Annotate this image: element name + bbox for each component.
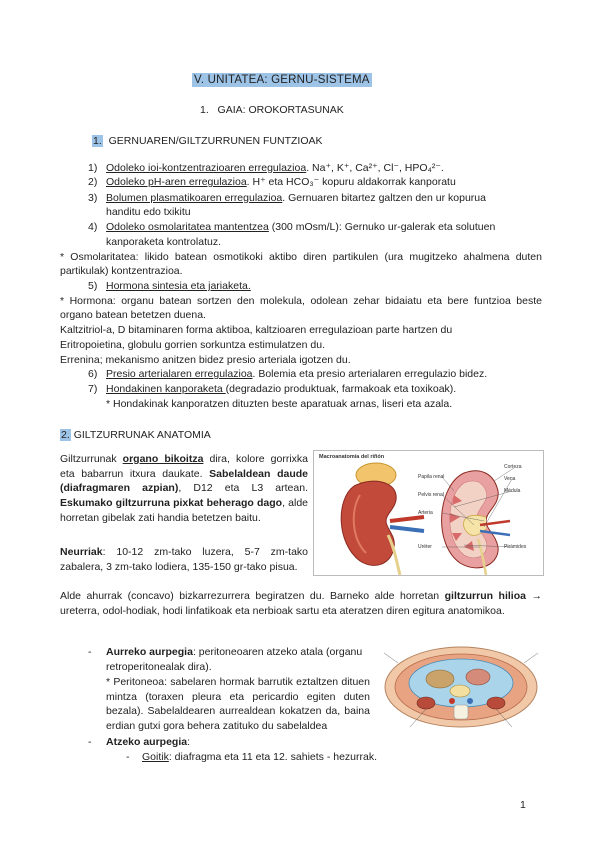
neurriak-paragraph: Neurriak: 10-12 zm-tako luzera, 5-7 zm-tako zabalera, 3 zm-tako lodiera, 135-150 gr-tako pisua. bbox=[60, 546, 308, 573]
errenina-note: Errenina; mekanismo anitzen bidez presio arteriala igotzen du. bbox=[60, 354, 351, 366]
function-item-3-cont: handitu edo txikitu bbox=[106, 206, 191, 218]
kidney-anatomy-figure bbox=[313, 450, 544, 576]
vertebra-icon bbox=[454, 705, 468, 719]
label-vena: Vena bbox=[504, 476, 516, 482]
label-corteza: Corteza bbox=[504, 464, 522, 470]
kaltzitriol-note: Kaltzitriol-a, D bitaminaren forma aktiboa, kaltzioaren erregulazioan parte hartzen du bbox=[60, 324, 453, 336]
goitik-item: Goitik: diafragma eta 11 eta 12. sahiets - hezurrak. bbox=[142, 751, 378, 763]
function-item-3: 3) Bolumen plasmatikoaren erregulazioa. Gernuaren bitartez galtzen den ur kopurua bbox=[88, 192, 486, 204]
right-kidney-icon bbox=[487, 697, 505, 709]
label-piramides: Pirámides bbox=[504, 544, 527, 550]
hondakin-note: * Hondakinak kanporatzen dituzten beste aparatuak arnas, liseri eta azala. bbox=[106, 398, 453, 410]
figure-heading: Macroanatomía del riñón bbox=[319, 454, 385, 460]
bullet-dash-1: - bbox=[88, 646, 92, 658]
section2-heading: 2. GILTZURRUNAK ANATOMIA bbox=[61, 429, 211, 441]
peritoneoa-note: * Peritoneoa: sabelaren hormak barrutik eztaltzen dituen mintza (toraxen pleura eta pericardio egiten duten bezala). Sabelaldearen aurrealdean kokatzen da, baina erdian gutxi gora behera zatituko du sabelaldea bbox=[106, 676, 370, 733]
abdominal-cross-section-figure bbox=[380, 643, 542, 733]
abdomen-section-illustration bbox=[380, 643, 542, 733]
anatomy-paragraph: Giltzurrunak organo bikoitza dira, kolore gorrixka eta babarrun itxura daukate. Sabelaldean daude (diafragmaren azpian), D12 eta L3 artean. Eskumako giltzurruna pixkat beherago dago, alde horretan gibelak zati handia betetzen baitu. bbox=[60, 453, 308, 524]
bullet-dash-3: - bbox=[126, 751, 130, 763]
eritropoietina-note: Eritropoietina, globulu gorrien sorkuntza estimulatzen du. bbox=[60, 339, 325, 351]
function-item-6: 6) Presio arterialaren erregulazioa. Bolemia eta presio arterialaren erregulazio bidez. bbox=[88, 368, 488, 380]
left-kidney-icon bbox=[417, 697, 435, 709]
kidney-exterior-icon bbox=[341, 481, 396, 565]
hormona-note: * Hormona: organu batean sortzen den molekula, odolean zehar bidaiatu eta bere funtzioa beste organo batean betetzen duena. bbox=[60, 295, 542, 321]
function-item-7: 7) Hondakinen kanporaketa (degradazio produktuak, farmakoak eta toxikoak). bbox=[88, 383, 457, 395]
function-item-5: 5) Hormona sintesia eta jariaketa. bbox=[88, 280, 251, 292]
aurreko-aurpegia: Aurreko aurpegia: peritoneoaren atzeko atala (organu retroperitonealak dira). bbox=[106, 646, 363, 673]
label-pelvis: Pelvis renal bbox=[418, 492, 444, 498]
osmolaritatea-note: * Osmolaritatea: likido batean osmotikoki aktibo diren partikulen (ura mugitzeko ahalmena duten partikulak) kontzentrazioa. bbox=[60, 251, 542, 277]
label-medula: Médula bbox=[504, 488, 521, 494]
function-item-2: 2) Odoleko pH-aren erregulazioa. H⁺ eta HCO₃⁻ kopuru aldakorrak kanporatu bbox=[88, 176, 456, 188]
hilioa-paragraph: Alde ahurrak (concavo) bizkarrezurrera begiratzen du. Barneko alde horretan giltzurrun hilioa → ureterra, odol-hodiak, hodi linfatikoak eta nerbioak sartu eta ateratzen diren egitura anatomikoa. bbox=[60, 590, 542, 617]
section1-heading: 1. GERNUAREN/GILTZURRUNEN FUNTZIOAK bbox=[93, 135, 323, 147]
function-item-4-cont: kanporaketa kontrolatuz. bbox=[106, 236, 221, 248]
atzeko-aurpegia: Atzeko aurpegia: bbox=[106, 736, 191, 748]
label-arteria: Arteria bbox=[418, 510, 433, 516]
label-papila: Papila renal bbox=[418, 474, 445, 480]
function-item-4: 4) Odoleko osmolaritatea mantentzea (300 mOsm/L): Gernuko ur-galerak eta solutuen bbox=[88, 221, 496, 233]
page-number: 1 bbox=[520, 799, 526, 811]
subtitle: 1. GAIA: OROKORTASUNAK bbox=[200, 104, 344, 116]
bullet-dash-2: - bbox=[88, 736, 92, 748]
function-item-1: 1) Odoleko ioi-kontzentrazioaren erregulazioa. Na⁺, K⁺, Ca²⁺, Cl⁻, HPO₄²⁻. bbox=[88, 162, 444, 174]
page-title: V. UNITATEA: GERNU-SISTEMA bbox=[194, 74, 370, 86]
label-ureter: Uréter bbox=[418, 544, 432, 550]
